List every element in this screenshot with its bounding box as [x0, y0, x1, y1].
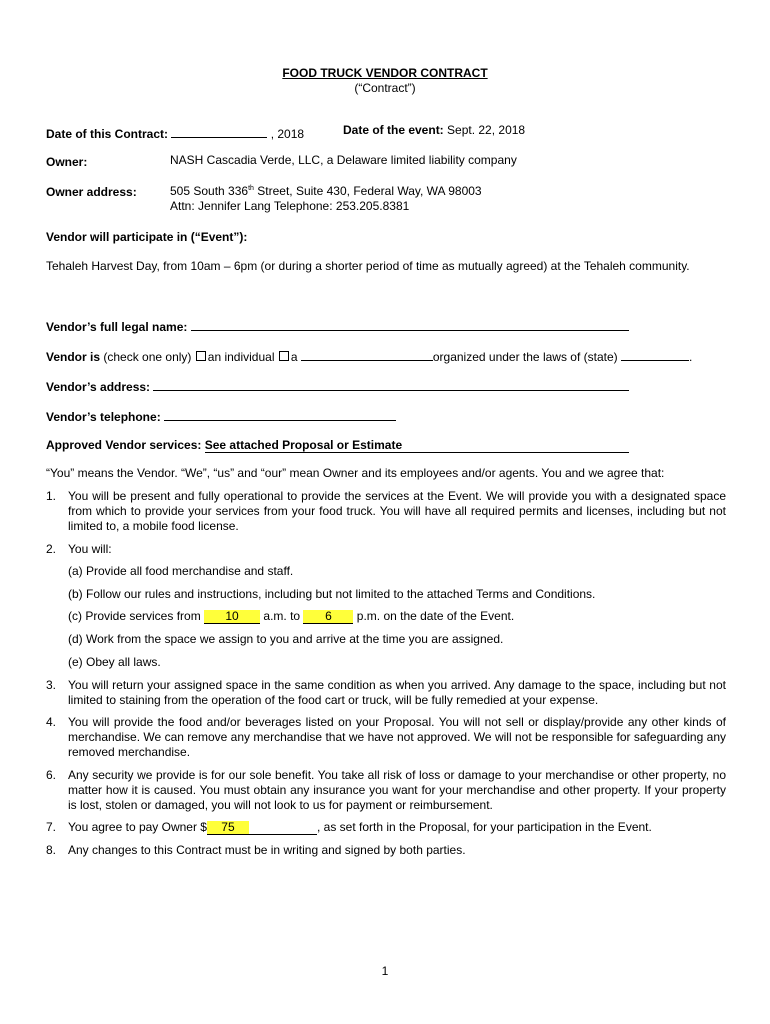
- entity-type-field[interactable]: [301, 348, 433, 361]
- contract-date-row: [46, 125, 304, 142]
- vendor-telephone-row: [46, 408, 396, 425]
- page-number: 1: [381, 964, 389, 978]
- owner-label: Owner:: [46, 155, 88, 169]
- term-2c-mid: a.m. to: [263, 609, 301, 623]
- term-7-pre: You agree to pay Owner $: [68, 820, 207, 834]
- term-2e: (e) Obey all laws.: [68, 655, 161, 669]
- term-2d: (d) Work from the space we assign to you and arrive at the time you are assigned.: [68, 632, 504, 646]
- vendor-telephone-label: Vendor’s telephone:: [46, 410, 161, 424]
- term-1-number: 1.: [46, 489, 57, 503]
- term-7-text: [68, 820, 652, 835]
- event-description: Tehaleh Harvest Day, from 10am – 6pm (or during a shorter period of time as mutually agreed) at the Tehaleh community.: [46, 259, 690, 273]
- contract-title: FOOD TRUCK VENDOR CONTRACT: [282, 66, 488, 80]
- term-7-post: , as set forth in the Proposal, for your participation in the Event.: [316, 820, 652, 834]
- event-date-row: [343, 123, 525, 138]
- term-4-number: 4.: [46, 715, 57, 729]
- term-2c: [68, 609, 514, 624]
- vendor-services-value: See attached Proposal or Estimate: [205, 439, 629, 453]
- vendor-services-label: Approved Vendor services:: [46, 438, 202, 452]
- term-2-text: You will:: [68, 542, 112, 556]
- vendor-address-row: [46, 378, 629, 395]
- term-6-number: 6.: [46, 768, 57, 782]
- owner-address-line1: [170, 184, 482, 199]
- terms-intro: “You” means the Vendor. “We”, “us” and “our” mean Owner and its employees and/or agents. You and we agree that:: [46, 466, 665, 480]
- fee-amount-field[interactable]: [207, 821, 317, 835]
- vendor-address-field[interactable]: [153, 378, 629, 391]
- vendor-telephone-field[interactable]: [164, 408, 396, 421]
- address-street-number: 505 South 336: [170, 184, 249, 198]
- event-date-label: Date of the event:: [343, 123, 444, 137]
- entity-checkbox[interactable]: [279, 351, 289, 361]
- contract-date-field[interactable]: [171, 125, 267, 138]
- vendor-is-label: Vendor is: [46, 350, 101, 364]
- event-date-value: Sept. 22, 2018: [447, 123, 526, 137]
- term-7-number: 7.: [46, 820, 57, 834]
- term-1-text: You will be present and fully operational to provide the services at the Event. We will provide you with a designated space from which to provide your services from your food truck. You will have all required permits and licenses, including but not limited to, a mobile food license.: [68, 489, 726, 533]
- address-street-rest: Street, Suite 430, Federal Way, WA 98003: [253, 184, 482, 198]
- vendor-legal-name-label: Vendor’s full legal name:: [46, 320, 188, 334]
- contract-date-label: Date of this Contract:: [46, 127, 169, 141]
- vendor-legal-name-field[interactable]: [191, 318, 629, 331]
- term-2c-post: p.m. on the date of the Event.: [356, 609, 515, 623]
- individual-checkbox[interactable]: [196, 351, 206, 361]
- term-6-text: Any security we provide is for our sole benefit. You take all risk of loss or damage to your merchandise or other property, no matter how it is caused. You must obtain any insurance you want for your merchandise and other property. If your property is lost, stolen or damaged, you will not look to us for payment or reimbursement.: [68, 768, 726, 812]
- term-3-text: You will return your assigned space in the same condition as when you arrived. Any damage to the space, including but not limited to staining from the operation of the food cart or truck, will be fully remedied at your expense.: [68, 678, 726, 707]
- individual-option-label: an individual: [207, 350, 275, 364]
- term-4-text: You will provide the food and/or beverages listed on your Proposal. You will not sell or display/provide any other kinds of merchandise. We can remove any merchandise that we have not approved. We will not be responsible for safeguarding any removed merchandise.: [68, 715, 726, 759]
- fee-amount-value: 75: [207, 821, 249, 835]
- address-ordinal: th: [248, 185, 254, 192]
- vendor-legal-name-row: [46, 318, 629, 335]
- vendor-type-row: Vendor is (check one only) an individual a organized under the laws of (state) .: [46, 350, 693, 364]
- term-2a: (a) Provide all food merchandise and staff.: [68, 564, 294, 578]
- term-3-number: 3.: [46, 678, 57, 692]
- event-heading: Vendor will participate in (“Event”):: [46, 230, 248, 244]
- vendor-address-label: Vendor’s address:: [46, 380, 151, 394]
- contract-subtitle: (“Contract”): [354, 81, 416, 95]
- owner-address-label: Owner address:: [46, 185, 137, 199]
- term-8-number: 8.: [46, 843, 57, 857]
- owner-value: NASH Cascadia Verde, LLC, a Delaware limited liability company: [170, 153, 517, 167]
- term-2b: (b) Follow our rules and instructions, including but not limited to the attached Terms and Conditions.: [68, 587, 596, 601]
- start-time-field[interactable]: 10: [204, 610, 260, 624]
- contract-date-year: , 2018: [270, 127, 305, 141]
- entity-option-label: a: [290, 350, 298, 364]
- end-time-field[interactable]: 6: [303, 610, 353, 624]
- vendor-services-row: [46, 438, 629, 453]
- term-2c-pre: (c) Provide services from: [68, 609, 201, 623]
- owner-address-line2: Attn: Jennifer Lang Telephone: 253.205.8381: [170, 199, 410, 213]
- term-2-number: 2.: [46, 542, 57, 556]
- organized-text: organized under the laws of (state): [432, 350, 618, 364]
- vendor-check-text: (check one only): [103, 350, 192, 364]
- state-field[interactable]: [621, 348, 689, 361]
- term-8-text: Any changes to this Contract must be in writing and signed by both parties.: [68, 843, 466, 857]
